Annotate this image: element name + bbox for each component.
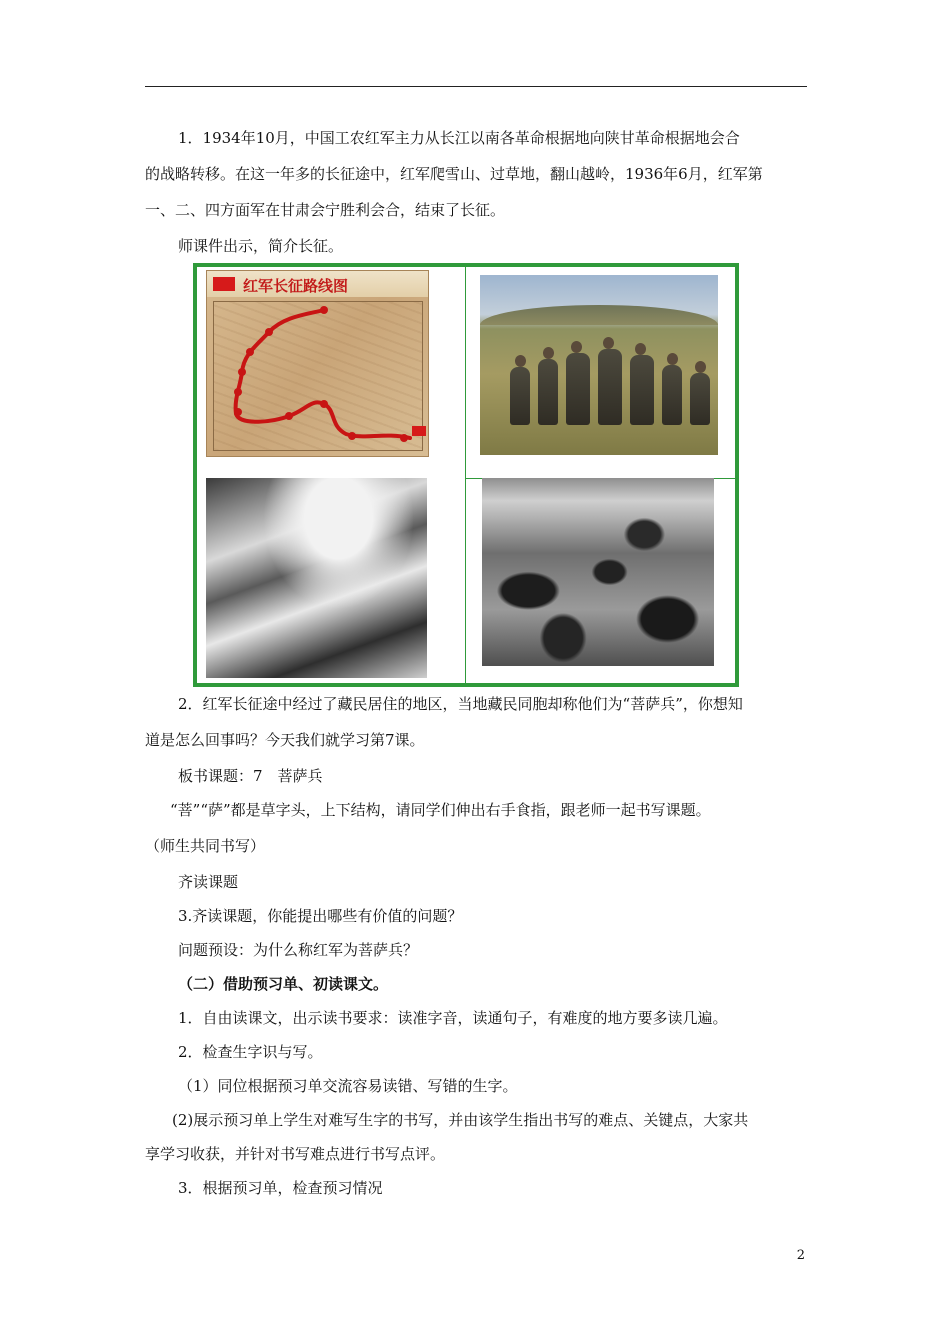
soldier-figure (510, 367, 530, 425)
route-line (214, 302, 422, 450)
map-title: 红军长征路线图 (243, 277, 349, 295)
section-2-heading: （二）借助预习单、初读课文。 (178, 975, 389, 993)
soldier-figure (538, 359, 558, 425)
para-3-line-1: “菩”“萨”都是草字头，上下结构，请同学们伸出右手食指，跟老师一起书写课题。 (170, 801, 711, 819)
para-2-line-1: 2．红军长征途中经过了藏民居住的地区，当地藏民同胞却称他们为“菩萨兵”，你想知 (178, 695, 743, 713)
read-title: 齐读课题 (178, 873, 239, 891)
long-march-route-map (206, 270, 429, 457)
soldier-figure (662, 365, 682, 425)
long-march-image-grid (193, 263, 739, 687)
step-2-2-line-2: 享学习收获，并针对书写难点进行书写点评。 (145, 1145, 446, 1163)
map-header (207, 271, 428, 297)
soldier-figure (690, 373, 710, 425)
photo-red-army-marching (480, 275, 718, 455)
map-body (213, 301, 423, 451)
photo-grassland-marsh (482, 478, 714, 666)
step-2: 2．检查生字识与写。 (178, 1043, 323, 1061)
photo-hills (480, 305, 718, 325)
para-1-line-3: 一、二、四方面军在甘肃会宁胜利会合，结束了长征。 (145, 201, 506, 219)
question-3: 3.齐读课题，你能提出哪些有价值的问题？ (178, 907, 463, 925)
grid-divider-vertical (465, 267, 466, 683)
step-2-1: （1）同位根据预习单交流容易读错、写错的生字。 (178, 1077, 518, 1095)
step-1: 1．自由读课文，出示读书要求：读准字音，读通句子，有难度的地方要多读几遍。 (178, 1009, 728, 1027)
step-3: 3．根据预习单，检查预习情况 (178, 1179, 383, 1197)
page-number: 2 (796, 1248, 805, 1263)
header-rule (145, 86, 807, 87)
soldier-figure (566, 353, 590, 425)
end-flag-icon (412, 426, 426, 436)
board-title: 板书课题：7 菩萨兵 (178, 767, 323, 785)
soldier-figure (598, 349, 622, 425)
red-flag-icon (213, 277, 235, 291)
para-2-line-2: 道是怎么回事吗？今天我们就学习第7课。 (145, 731, 425, 749)
question-preset: 问题预设：为什么称红军为菩萨兵？ (178, 941, 419, 959)
para-1-line-2: 的战略转移。在这一年多的长征途中，红军爬雪山、过草地，翻山越岭，1936年6月，红军第 (145, 165, 763, 183)
para-3-line-2: （师生共同书写） (145, 837, 266, 855)
soldier-figure (630, 355, 654, 425)
photo-snow-mountain (206, 478, 427, 678)
para-1-line-1: 1．1934年10月，中国工农红军主力从长江以南各革命根据地向陕甘革命根据地会合 (178, 129, 740, 147)
teacher-show-line: 师课件出示，简介长征。 (178, 237, 344, 255)
step-2-2-line-1: (2)展示预习单上学生对难写生字的书写，并由该学生指出书写的难点、关键点，大家共 (172, 1111, 749, 1129)
